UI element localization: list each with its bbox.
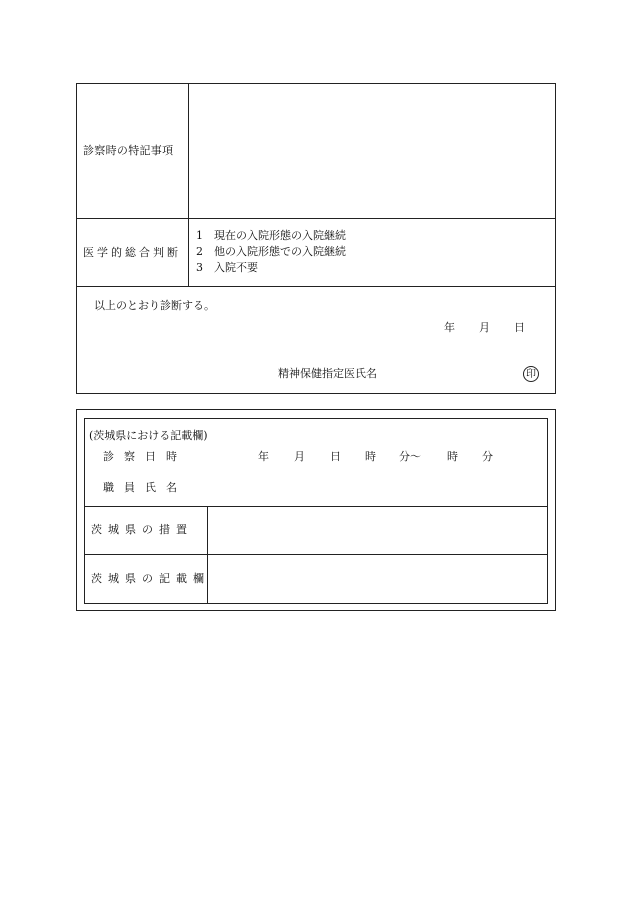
- special-notes-label: 診察時の特記事項: [83, 144, 174, 157]
- doctor-name-label: 精神保健指定医氏名: [278, 367, 377, 380]
- staff-name-label: 職員氏名: [103, 481, 187, 494]
- option-text: 入院不要: [214, 261, 258, 274]
- diagnosis-statement: 以上のとおり診断する。: [94, 299, 215, 312]
- dt-month: 月: [294, 450, 305, 463]
- dt-hour-to: 時: [447, 450, 458, 463]
- option-text: 他の入院形態での入院継続: [214, 245, 346, 258]
- dt-day: 日: [330, 450, 341, 463]
- option-number: 3: [196, 261, 203, 274]
- judgment-label: 医学的総合判断: [83, 246, 181, 259]
- dt-minute-to: 分: [482, 450, 493, 463]
- exam-datetime-label: 診察日時: [103, 450, 187, 463]
- seal-mark: 印: [523, 366, 539, 382]
- date-day: 日: [514, 321, 525, 334]
- entry-label: 茨城県の記載欄: [91, 572, 210, 585]
- option-number: 2: [196, 245, 203, 258]
- measures-field[interactable]: [208, 507, 547, 553]
- dt-hour: 時: [365, 450, 376, 463]
- section-heading: (茨城県における記載欄): [89, 429, 208, 442]
- special-notes-field[interactable]: [189, 84, 555, 217]
- entry-field[interactable]: [208, 555, 547, 603]
- date-year: 年: [444, 321, 455, 334]
- dt-minute-from: 分〜: [399, 450, 421, 463]
- divider: [76, 218, 556, 219]
- measures-label: 茨城県の措置: [91, 523, 193, 536]
- date-month: 月: [479, 321, 490, 334]
- option-number: 1: [196, 229, 203, 242]
- dt-year: 年: [258, 450, 269, 463]
- divider: [76, 286, 556, 287]
- option-text: 現在の入院形態の入院継続: [214, 229, 346, 242]
